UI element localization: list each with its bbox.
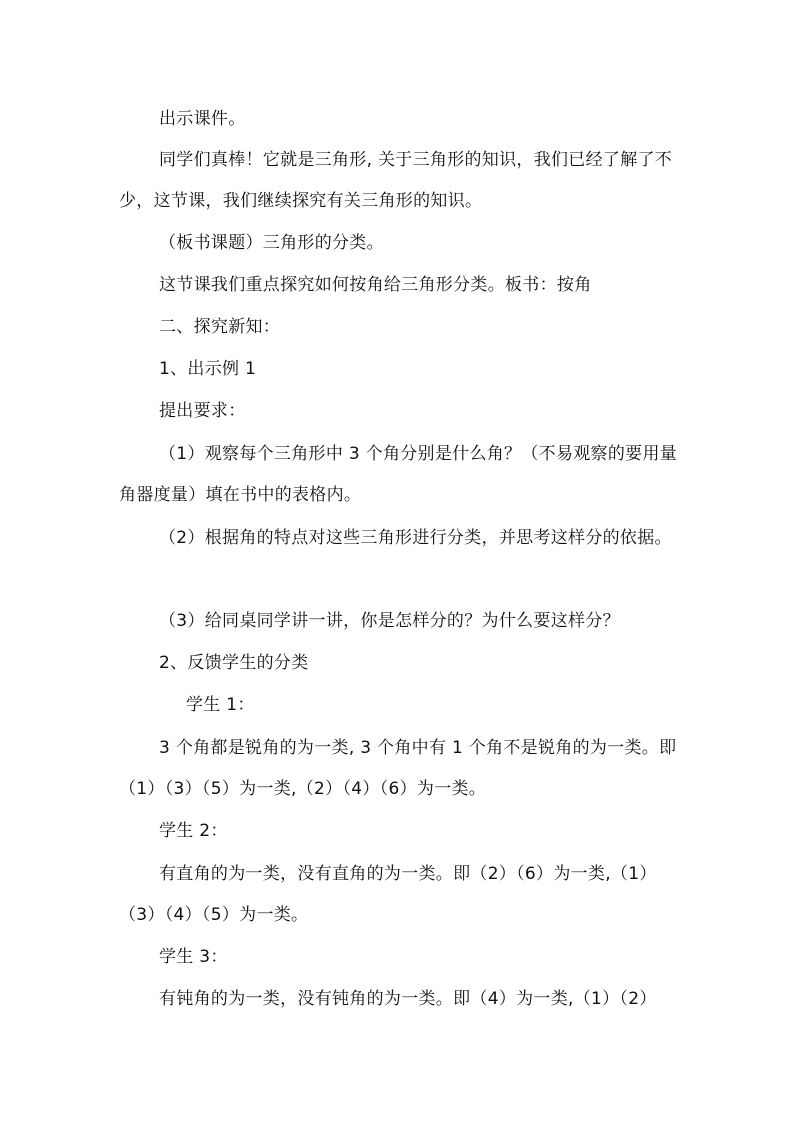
student-2-answer: 有直角的为一类，没有直角的为一类。即（2）（6）为一类,（1）（3）（4）（5）为一类。 — [119, 864, 657, 925]
paragraph-lesson-title: （板书课题）三角形的分类。 — [159, 233, 384, 253]
student-3-answer: 有钝角的为一类，没有钝角的为一类。即（4）为一类,（1）（2） — [159, 989, 657, 1009]
paragraph-intro-triangle: 同学们真棒！它就是三角形, 关于三角形的知识，我们已经了解了不少，这节课，我们继续探究有关三角形的知识。 — [119, 150, 673, 211]
step-show-example: 1、出示例 1 — [159, 359, 257, 379]
paragraph-show-courseware: 出示课件。 — [159, 109, 246, 129]
requirement-1: （1）观察每个三角形中 3 个角分别是什么角？（不易观察的要用量角器度量）填在书中的表格内。 — [119, 444, 678, 505]
requirement-2: （2）根据角的特点对这些三角形进行分类，并思考这样分的依据。 — [159, 528, 672, 548]
student-1-label: 学生 1： — [186, 695, 255, 715]
student-3-label: 学生 3： — [159, 947, 228, 967]
paragraph-requirements: 提出要求： — [159, 401, 246, 421]
section-heading-explore: 二、探究新知： — [159, 317, 281, 337]
paragraph-focus: 这节课我们重点探究如何按角给三角形分类。板书：按角 — [159, 275, 592, 295]
student-2-label: 学生 2： — [159, 821, 228, 841]
student-1-answer: 3 个角都是锐角的为一类, 3 个角中有 1 个角不是锐角的为一类。即（1）（3）（5）为一类,（2）（4）（6）为一类。 — [119, 738, 677, 799]
requirement-3: （3）给同桌同学讲一讲，你是怎样分的？为什么要这样分？ — [159, 611, 620, 631]
step-feedback: 2、反馈学生的分类 — [159, 653, 309, 673]
